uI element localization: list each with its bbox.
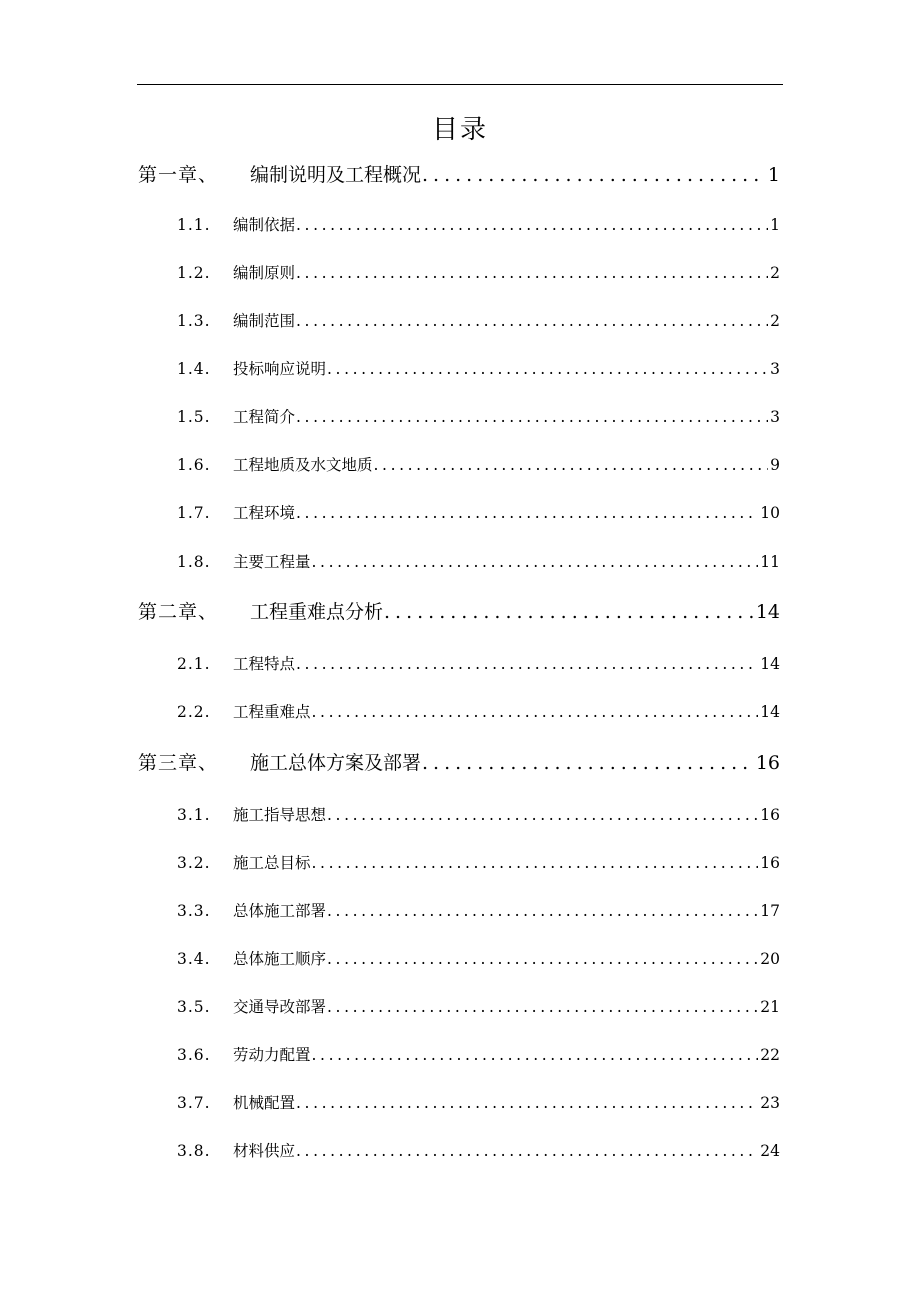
toc-dot-leader — [327, 356, 768, 382]
toc-entry-page: 1 — [767, 164, 780, 186]
toc-section-entry[interactable] — [177, 1090, 780, 1116]
toc-entry-page: 2 — [770, 312, 780, 330]
toc-section-entry[interactable] — [177, 212, 780, 238]
toc-entry-label: 编制原则 — [233, 264, 296, 282]
toc-entry-page: 21 — [760, 998, 780, 1016]
toc-dot-leader — [374, 452, 769, 478]
toc-section-entry[interactable] — [177, 651, 780, 677]
toc-entry-page: 1 — [770, 216, 780, 234]
toc-entry-label: 主要工程量 — [233, 553, 311, 571]
toc-dot-leader — [422, 748, 754, 778]
toc-section-entry[interactable] — [177, 699, 780, 725]
toc-entry-label: 编制依据 — [233, 216, 296, 234]
toc-dot-leader — [327, 946, 758, 972]
toc-dot-leader — [296, 1090, 758, 1116]
toc-dot-leader — [296, 651, 758, 677]
toc-entry-label: 施工总目标 — [233, 854, 311, 872]
toc-section-entry[interactable] — [177, 452, 780, 478]
page-title: 目录 — [431, 115, 488, 145]
toc-entry-number: 3.6. — [177, 1046, 211, 1064]
toc-entry-label: 材料供应 — [233, 1142, 296, 1160]
toc-dot-leader — [327, 994, 758, 1020]
toc-entry-number: 3.2. — [177, 854, 211, 872]
toc-entry-page: 14 — [755, 601, 780, 623]
toc-entry-number: 3.5. — [177, 998, 211, 1016]
toc-section-entry[interactable] — [177, 500, 780, 526]
toc-section-entry[interactable] — [177, 549, 780, 575]
toc-entry-label: 总体施工部署 — [233, 902, 327, 920]
toc-entry-label: 编制说明及工程概况 — [250, 164, 422, 186]
toc-entry-number: 1.7. — [177, 504, 211, 522]
toc-entry-page: 24 — [760, 1142, 780, 1160]
toc-section-entry[interactable] — [177, 994, 780, 1020]
toc-entry-number: 2.1. — [177, 655, 211, 673]
toc-entry-page: 3 — [770, 360, 780, 378]
toc-entry-number: 1.8. — [177, 553, 211, 571]
toc-entry-page: 2 — [770, 264, 780, 282]
toc-entry-number: 第二章、 — [138, 601, 219, 623]
toc-entry-page: 20 — [760, 950, 780, 968]
toc-dot-leader — [327, 898, 758, 924]
toc-dot-leader — [312, 850, 759, 876]
toc-entry-number: 3.3. — [177, 902, 211, 920]
toc-entry-page: 11 — [760, 553, 780, 571]
toc-dot-leader — [296, 500, 758, 526]
toc-entry-label: 施工总体方案及部署 — [250, 752, 422, 774]
toc-entry-label: 编制范围 — [233, 312, 296, 330]
toc-entry-label: 工程重难点分析 — [250, 601, 384, 623]
toc-entry-number: 第一章、 — [138, 164, 219, 186]
toc-entry-page: 16 — [755, 752, 780, 774]
toc-dot-leader — [296, 212, 768, 238]
toc-entry-number: 3.8. — [177, 1142, 211, 1160]
toc-section-entry[interactable] — [177, 356, 780, 382]
toc-entry-page: 14 — [760, 703, 780, 721]
toc-dot-leader — [312, 1042, 759, 1068]
toc-chapter-entry[interactable] — [138, 748, 780, 778]
toc-section-entry[interactable] — [177, 308, 780, 334]
toc-dot-leader — [296, 260, 768, 286]
toc-section-entry[interactable] — [177, 260, 780, 286]
toc-entry-label: 交通导改部署 — [233, 998, 327, 1016]
toc-entry-number: 3.1. — [177, 806, 211, 824]
toc-entry-number: 1.1. — [177, 216, 211, 234]
toc-dot-leader — [384, 597, 754, 627]
toc-section-entry[interactable] — [177, 1042, 780, 1068]
toc-entry-page: 16 — [760, 806, 780, 824]
toc-entry-number: 1.3. — [177, 312, 211, 330]
toc-entry-page: 16 — [760, 854, 780, 872]
toc-entry-number: 1.2. — [177, 264, 211, 282]
toc-dot-leader — [327, 802, 758, 828]
toc-section-entry[interactable] — [177, 802, 780, 828]
toc-entry-number: 3.4. — [177, 950, 211, 968]
toc-entry-page: 3 — [770, 408, 780, 426]
toc-entry-number: 1.6. — [177, 456, 211, 474]
toc-entry-label: 机械配置 — [233, 1094, 296, 1112]
toc-entry-label: 施工指导思想 — [233, 806, 327, 824]
toc-entry-label: 工程简介 — [233, 408, 296, 426]
toc-entry-number: 1.4. — [177, 360, 211, 378]
toc-entry-label: 总体施工顺序 — [233, 950, 327, 968]
toc-chapter-entry[interactable] — [138, 160, 780, 190]
toc-entry-page: 14 — [760, 655, 780, 673]
toc-dot-leader — [296, 308, 768, 334]
toc-entry-page: 10 — [760, 504, 780, 522]
toc-entry-label: 工程重难点 — [233, 703, 311, 721]
toc-entry-label: 工程地质及水文地质 — [233, 456, 373, 474]
toc-section-entry[interactable] — [177, 1138, 780, 1164]
toc-entry-label: 投标响应说明 — [233, 360, 327, 378]
toc-dot-leader — [296, 1138, 758, 1164]
toc-dot-leader — [312, 699, 759, 725]
toc-entry-page: 9 — [770, 456, 780, 474]
toc-chapter-entry[interactable] — [138, 597, 780, 627]
toc-entry-number: 2.2. — [177, 703, 211, 721]
toc-dot-leader — [296, 404, 768, 430]
toc-dot-leader — [422, 160, 766, 190]
toc-entry-number: 第三章、 — [138, 752, 219, 774]
toc-dot-leader — [312, 549, 759, 575]
toc-entry-number: 3.7. — [177, 1094, 211, 1112]
toc-entry-label: 工程特点 — [233, 655, 296, 673]
toc-section-entry[interactable] — [177, 850, 780, 876]
toc-entry-label: 工程环境 — [233, 504, 296, 522]
toc-section-entry[interactable] — [177, 946, 780, 972]
toc-entry-page: 17 — [760, 902, 780, 920]
toc-section-entry[interactable] — [177, 404, 780, 430]
toc-entry-number: 1.5. — [177, 408, 211, 426]
toc-section-entry[interactable] — [177, 898, 780, 924]
toc-entry-page: 23 — [760, 1094, 780, 1112]
toc-entry-label: 劳动力配置 — [233, 1046, 311, 1064]
toc-entry-page: 22 — [760, 1046, 780, 1064]
